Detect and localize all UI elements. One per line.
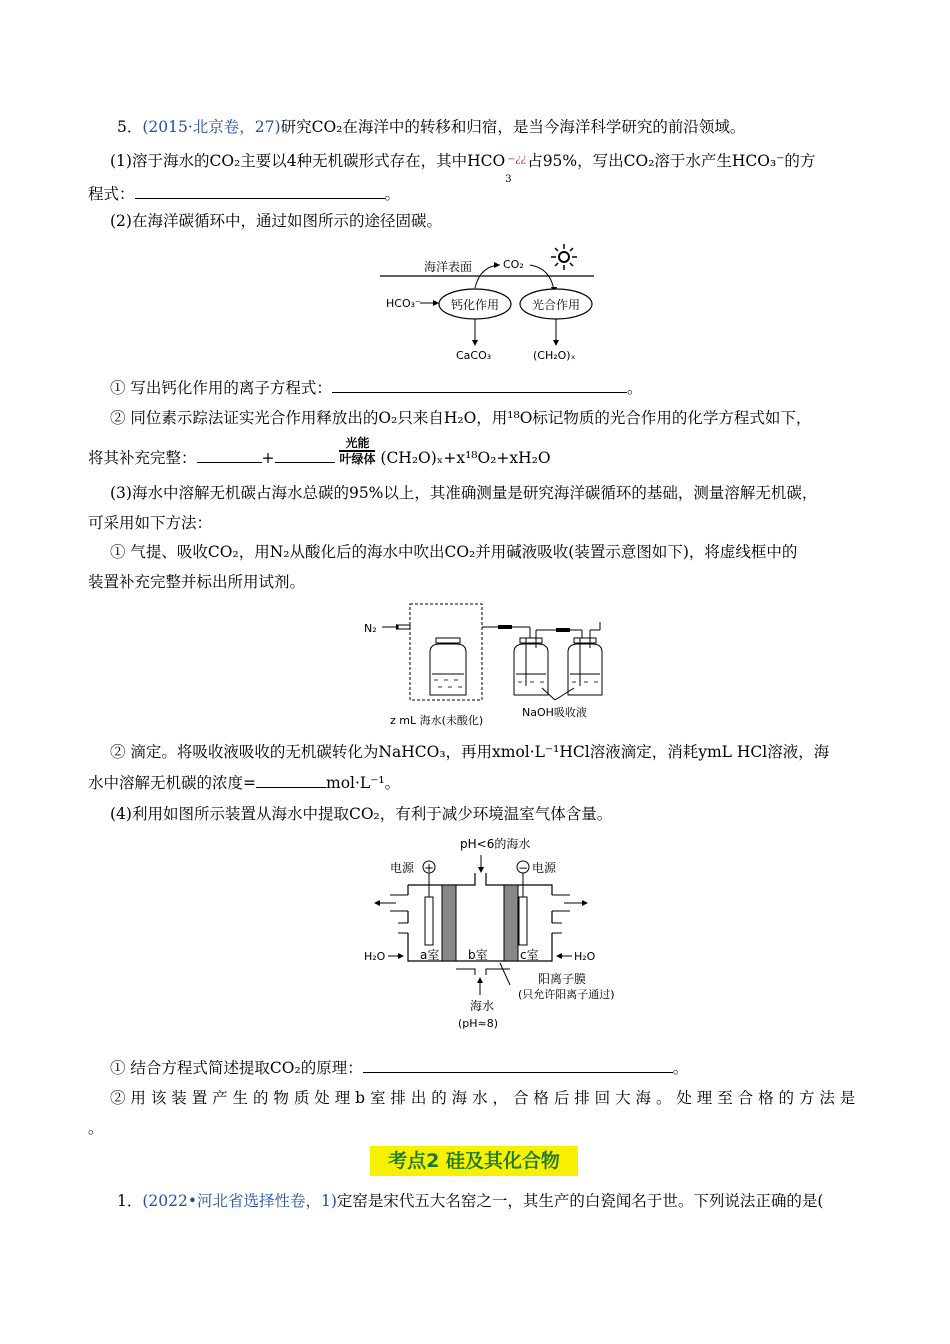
anode xyxy=(425,897,433,945)
acid-seawater-label: pH<6的海水 xyxy=(460,837,531,851)
q5-number: 5． xyxy=(117,118,143,136)
co2-label: CO₂ xyxy=(503,258,524,271)
chamber-a: a室 xyxy=(420,948,440,962)
q5-source: (2015·北京卷，27) xyxy=(142,118,281,136)
q5-part1-line1: (1)溶于海水的CO₂主要以4种无机碳形式存在，其中HCO −¿¿ 3 占95%，写出CO₂溶于水产生HCO₃⁻的方 xyxy=(110,152,816,185)
absorber-bottle-1 xyxy=(514,630,548,695)
q1-number: 1． xyxy=(117,1192,143,1210)
q5-part2-2-line2: 将其补充完整： + $\frac{\text{光能}}{\text{叶绿体}}$ (CH₂O)ₓ+x¹⁸O₂+xH₂O xyxy=(88,436,551,467)
q1-source: (2022•河北省选择性卷，1) xyxy=(142,1192,337,1210)
caco3-label: CaCO₃ xyxy=(456,349,492,362)
membrane-note: (只允许阳离子通过) xyxy=(518,988,615,1001)
answer-blank[interactable] xyxy=(135,184,385,199)
sun-icon xyxy=(551,244,577,270)
h2o-right-label: H₂O xyxy=(574,950,596,963)
svg-text:−: − xyxy=(518,861,529,875)
q5-part3-1-line2: 装置补充完整并标出所用试剂。 xyxy=(88,573,306,591)
sea-surface-label: 海洋表面 xyxy=(424,260,473,274)
n2-label: N₂ xyxy=(364,622,377,635)
q5-part3-1-line1: ① 气提、吸收CO₂，用N₂从酸化后的海水中吹出CO₂并用碱液吸收(装置示意图如下)，将虚线框中的 xyxy=(110,543,798,561)
answer-blank[interactable] xyxy=(197,448,262,463)
q5-part4-1: ① 结合方程式简述提取CO₂的原理： 。 xyxy=(110,1059,689,1077)
ch2o-label: (CH₂O)ₓ xyxy=(533,349,576,362)
power-source-right: 电源 xyxy=(532,861,557,875)
q5-part2-1: ① 写出钙化作用的离子方程式： 。 xyxy=(110,379,643,397)
carbon-cycle-figure xyxy=(380,240,600,365)
q5-part3-line2: 可采用如下方法： xyxy=(88,514,213,532)
q5-part4-2-end: 。 xyxy=(88,1119,104,1137)
svg-text:+: + xyxy=(424,861,435,875)
q5-part4-2: ② 用 该 装 置 产 生 的 物 质 处 理 b 室 排 出 的 海 水 ， 合 格 后 排 回 大 海 。 处 理 至 合 格 的 方 法 是 xyxy=(110,1089,856,1107)
q5-part3-line1: (3)海水中溶解无机碳占海水总碳的95%以上，其准确测量是研究海洋碳循环的基础，测量溶解无机碳， xyxy=(110,484,818,502)
q1-line xyxy=(117,1191,823,1211)
seawater-bottle xyxy=(430,638,466,695)
q5-part2-2-line1: ② 同位素示踪法证实光合作用释放出的O₂只来自H₂O，用¹⁸O标记物质的光合作用的化学方程式如下， xyxy=(110,409,812,427)
membrane-right xyxy=(504,885,518,961)
q5-part2: (2)在海洋碳循环中，通过如图所示的途径固碳。 xyxy=(110,212,442,230)
q5-part3-2-line1: ② 滴定。将吸收液吸收的无机碳转化为NaHCO₃，再用xmol·L⁻¹HCl溶液滴定，消耗ymL HCl溶液，海 xyxy=(110,743,830,761)
answer-blank[interactable] xyxy=(332,378,627,393)
svg-text:钙化作用: 钙化作用 xyxy=(451,298,500,312)
section-title: 考点2 硅及其化合物 xyxy=(370,1146,578,1176)
gas-stripping-figure xyxy=(360,600,620,730)
membrane-label: 阳离子膜 xyxy=(538,972,587,986)
electrolysis-figure xyxy=(360,835,640,1035)
q5-part3-2-line2: 水中溶解无机碳的浓度= mol·L⁻¹。 xyxy=(88,774,401,792)
ph-label: (pH≈8) xyxy=(458,1017,499,1030)
svg-text:光合作用: 光合作用 xyxy=(532,298,581,312)
reaction-condition: $\frac{\text{光能}}{\text{叶绿体}}$ xyxy=(339,436,376,466)
absorber-bottle-2 xyxy=(568,630,602,695)
answer-blank[interactable] xyxy=(363,1058,673,1073)
q1-text: 定窑是宋代五大名窑之一，其生产的白瓷闻名于世。下列说法正确的是( xyxy=(336,1192,824,1210)
membrane-left xyxy=(442,885,456,961)
q5-part4: (4)利用如图所示装置从海水中提取CO₂，有利于减少环境温室气体含量。 xyxy=(110,805,613,823)
answer-blank[interactable] xyxy=(275,448,335,463)
cathode xyxy=(519,897,527,945)
chamber-c: c室 xyxy=(520,948,539,962)
seawater-inlet-label: 海水 xyxy=(470,999,495,1013)
q5-line-intro xyxy=(117,117,745,137)
chamber-b: b室 xyxy=(468,948,488,962)
q5-intro: 研究CO₂在海洋中的转移和归宿，是当今海洋科学研究的前沿领域。 xyxy=(280,118,746,136)
q5-part1-line2: 程式： 。 xyxy=(88,185,401,203)
seawater-label: z mL 海水(未酸化) xyxy=(390,714,484,727)
naoh-label: NaOH吸收液 xyxy=(522,706,587,719)
power-source-left: 电源 xyxy=(390,861,415,875)
h2o-left-label: H₂O xyxy=(364,950,386,963)
hco3-label: HCO₃⁻ xyxy=(386,297,421,310)
answer-blank[interactable] xyxy=(256,773,326,788)
